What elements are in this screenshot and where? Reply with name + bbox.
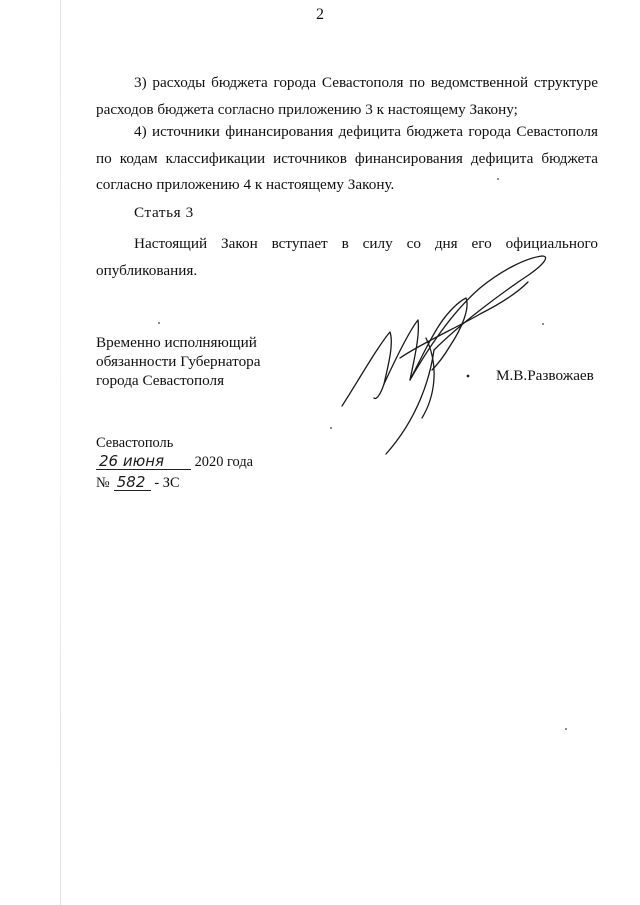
- year-suffix: 2020 года: [194, 454, 254, 470]
- page-number: 2: [316, 6, 324, 23]
- scan-speck: [542, 323, 544, 325]
- paragraph-line: согласно приложению 4 к настоящему Закону.: [96, 176, 395, 193]
- paragraph-line: Настоящий Закон вступает в силу со дня его официального: [134, 235, 598, 252]
- list-item-4: [96, 119, 598, 199]
- scan-margin-line: [60, 0, 61, 905]
- signer-title: [96, 333, 261, 390]
- number-suffix: - ЗС: [154, 475, 180, 491]
- handwritten-number: 582: [114, 475, 151, 491]
- date-line: [96, 454, 253, 475]
- paragraph-line: 4) источники финансирования дефицита бюджета города Севастополя: [134, 123, 598, 140]
- scan-speck: [565, 728, 567, 730]
- handwritten-signature: [330, 248, 560, 468]
- list-item-3: [96, 70, 598, 123]
- place-date-number-block: [96, 435, 253, 496]
- signer-name: М.В.Развожаев: [496, 367, 594, 384]
- number-line: [96, 475, 253, 496]
- paragraph-line: опубликования.: [96, 261, 198, 279]
- article-heading: Статья 3: [134, 204, 194, 221]
- city-name: Севастополь: [96, 435, 174, 451]
- paragraph-line: расходов бюджета согласно приложению 3 к настоящему Закону;: [96, 100, 518, 118]
- signer-title-line: обязанности Губернатора: [96, 353, 261, 370]
- handwritten-date: 26 июня: [96, 454, 191, 470]
- signer-title-line: города Севастополя: [96, 372, 225, 389]
- scan-speck: [330, 427, 332, 429]
- number-prefix: №: [96, 475, 110, 491]
- signer-title-line: Временно исполняющий: [96, 334, 257, 351]
- paragraph-line: по кодам классификации источников финансирования дефицита бюджета: [96, 149, 598, 167]
- paragraph-line: 3) расходы бюджета города Севастополя по ведомственной структуре: [134, 74, 598, 91]
- scan-speck: [158, 322, 160, 324]
- scan-speck: [497, 178, 499, 180]
